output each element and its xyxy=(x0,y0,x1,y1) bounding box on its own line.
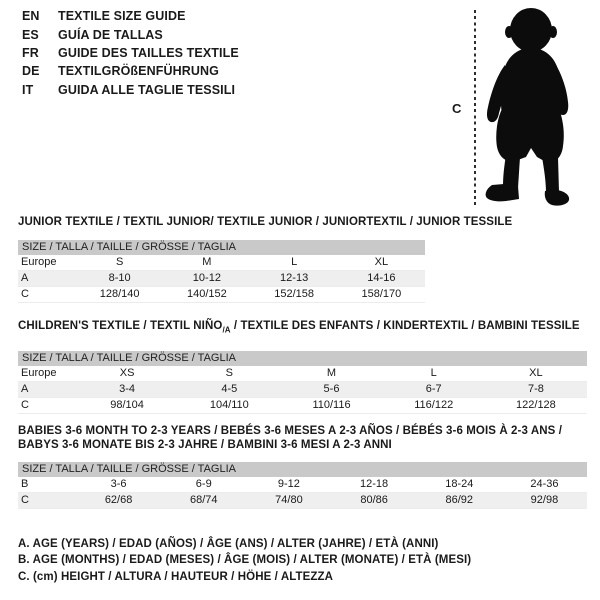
table-row xyxy=(18,255,425,271)
table-title-line: BABYS 3-6 MONATE BIS 2-3 JAHRE / BAMBINI 3-6 MESI A 2-3 ANNI xyxy=(18,438,392,451)
row-label: Europe xyxy=(21,366,57,379)
table-cell: 110/116 xyxy=(312,398,351,411)
language-code: ES xyxy=(22,27,39,42)
table-cell: 5-6 xyxy=(323,382,340,395)
table-title: JUNIOR TEXTILE / TEXTIL JUNIOR/ TEXTILE JUNIOR / JUNIORTEXTIL / JUNIOR TESSILE xyxy=(18,216,513,228)
table-cell: 74/80 xyxy=(275,494,303,506)
table-cell: 80/86 xyxy=(360,494,388,506)
table-cell: 158/170 xyxy=(361,287,402,300)
table-title-line: BABIES 3-6 MONTH TO 2-3 YEARS / BEBÉS 3-6 MESES A 2-3 AÑOS / BÉBÉS 3-6 MOIS À 2-3 ANS / xyxy=(18,425,562,437)
size-header-bar: SIZE / TALLA / TAILLE / GRÖSSE / TAGLIA xyxy=(18,462,587,477)
table-cell: 6-9 xyxy=(195,478,212,490)
table-cell: 9-12 xyxy=(277,478,300,490)
table-row xyxy=(18,287,425,303)
guide-title-translation: TEXTILE SIZE GUIDE xyxy=(58,9,186,24)
table-row xyxy=(18,382,587,398)
language-row xyxy=(22,7,239,25)
table-cell: L xyxy=(430,366,437,379)
table-cell: 3-6 xyxy=(110,478,127,490)
babies-textile-table xyxy=(18,425,587,509)
table-cell: 4-5 xyxy=(221,382,238,395)
language-code: FR xyxy=(22,45,39,60)
toddler-silhouette-image xyxy=(482,5,577,210)
table-cell: 104/110 xyxy=(209,398,249,411)
table-cell: 62/68 xyxy=(104,494,133,506)
guide-title-translation: GUIDA ALLE TAGLIE TESSILI xyxy=(58,82,236,97)
guide-title-translation: GUIDE DES TAILLES TEXTILE xyxy=(58,45,239,60)
size-header-bar: SIZE / TALLA / TAILLE / GRÖSSE / TAGLIA xyxy=(18,351,587,366)
height-measure-dotted-line xyxy=(474,10,476,207)
height-c-label: C xyxy=(452,101,462,116)
table-title-text: CHILDREN'S TEXTILE / TEXTIL NIÑO xyxy=(18,320,223,332)
language-row xyxy=(22,44,239,62)
table-cell: 140/152 xyxy=(186,287,227,300)
junior-textile-table xyxy=(18,216,513,303)
table-cell: XL xyxy=(374,255,389,268)
table-cell: 8-10 xyxy=(108,271,131,284)
row-label: Europe xyxy=(21,255,57,268)
toddler-silhouette-shape xyxy=(486,8,569,206)
table-cell: 86/92 xyxy=(445,494,474,506)
language-row xyxy=(22,62,239,80)
childrens-textile-table xyxy=(18,320,587,414)
row-label: C xyxy=(21,398,29,411)
legend-footnotes xyxy=(18,536,471,585)
table-cell: M xyxy=(326,366,337,379)
language-row xyxy=(22,81,239,99)
row-label: A xyxy=(21,382,29,395)
size-header-bar: SIZE / TALLA / TAILLE / GRÖSSE / TAGLIA xyxy=(18,240,425,255)
table-title xyxy=(18,320,587,337)
table-cell: S xyxy=(225,366,233,379)
table-cell: L xyxy=(291,255,298,268)
footnote-line: C. (cm) HEIGHT / ALTURA / HAUTEUR / HÖHE / ALTEZZA xyxy=(18,570,334,583)
guide-title-translation: GUÍA DE TALLAS xyxy=(58,27,163,42)
table-title xyxy=(18,425,587,452)
row-label: A xyxy=(21,271,29,284)
table-cell: XS xyxy=(119,366,135,379)
table-row xyxy=(18,493,587,509)
footnote-line: B. AGE (MONTHS) / EDAD (MESES) / ÂGE (MOIS) / ALTER (MONATE) / ETÀ (MESI) xyxy=(18,554,472,567)
table-cell: 3-4 xyxy=(119,382,136,395)
table-cell: M xyxy=(202,255,212,268)
table-title-subscript: /A xyxy=(222,325,231,335)
language-row xyxy=(22,25,239,43)
row-label: C xyxy=(21,287,29,300)
table-cell: 6-7 xyxy=(425,382,442,395)
language-code: IT xyxy=(22,82,34,97)
guide-title-translation: TEXTILGRÖßENFÜHRUNG xyxy=(58,64,219,79)
table-cell: 122/128 xyxy=(516,398,556,411)
table-row xyxy=(18,398,587,414)
table-cell: XL xyxy=(529,366,543,379)
row-label: B xyxy=(21,478,29,490)
table-title-text: / TEXTILE DES ENFANTS / KINDERTEXTIL / BAMBINI TESSILE xyxy=(230,320,580,332)
table-row xyxy=(18,271,425,287)
table-cell: 14-16 xyxy=(367,271,396,284)
table-cell: 98/104 xyxy=(110,398,144,411)
table-cell: 92/98 xyxy=(530,494,559,506)
footnote-line: A. AGE (YEARS) / EDAD (AÑOS) / ÂGE (ANS) / ALTER (JAHRE) / ETÀ (ANNI) xyxy=(18,538,439,550)
table-cell: 128/140 xyxy=(99,287,140,300)
row-label: C xyxy=(21,494,29,506)
table-cell: 24-36 xyxy=(530,478,559,490)
table-cell: 68/74 xyxy=(189,494,218,506)
table-cell: 18-24 xyxy=(445,478,474,490)
table-cell: 152/158 xyxy=(274,287,314,300)
language-code: EN xyxy=(22,9,40,24)
language-title-list xyxy=(22,7,239,99)
table-cell: 7-8 xyxy=(527,382,544,395)
table-cell: S xyxy=(115,255,124,268)
table-cell: 12-18 xyxy=(360,478,389,490)
table-cell: 10-12 xyxy=(192,271,221,284)
table-cell: 116/122 xyxy=(414,398,454,411)
language-code: DE xyxy=(22,64,40,79)
table-row xyxy=(18,366,587,382)
table-cell: 12-13 xyxy=(280,271,309,284)
table-row xyxy=(18,477,587,493)
